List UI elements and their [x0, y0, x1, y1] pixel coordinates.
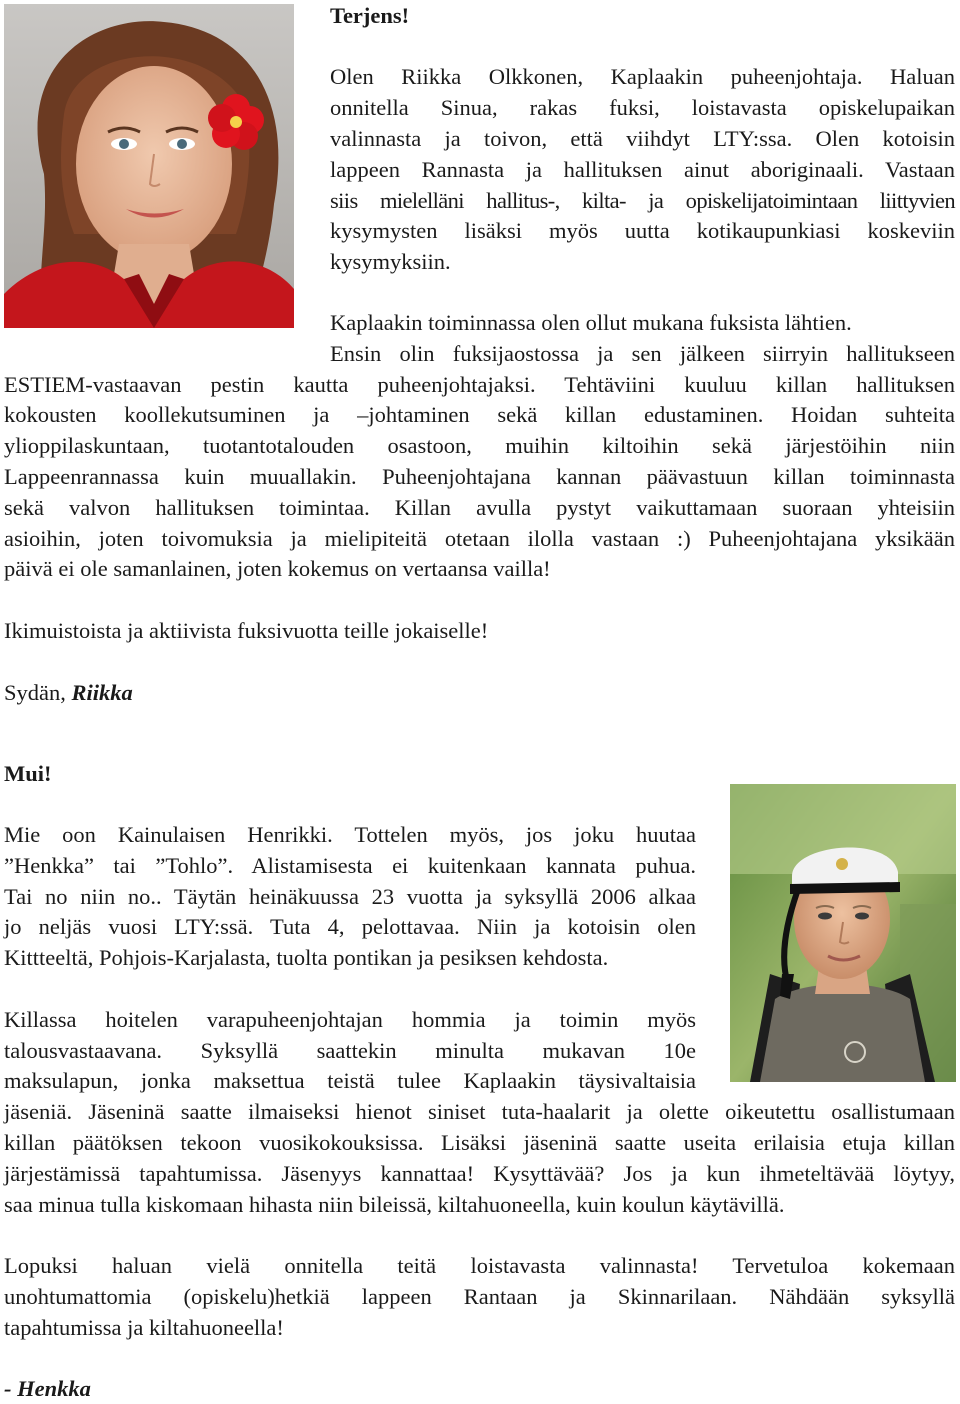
paragraph-line: järjestämissä tapahtumissa. Jäsenyys kannattaa! Kysyttävää? Jos ja kun ihmeteltävää löytyy, — [4, 1161, 955, 1186]
signature-prefix: Sydän, — [4, 680, 72, 705]
paragraph-line: sekä valvon hallituksen toimintaa. Killan avulla pystyt vaikuttamaan suoraan yhteisiin — [4, 495, 955, 520]
paragraph-line: ylioppilaskuntaan, tuotantotalouden osastoon, muihin kiltoihin sekä järjestöihin niin — [4, 433, 955, 458]
greeting-heading: Terjens! — [330, 3, 410, 28]
paragraph-line: ESTIEM-vastaavan pestin kautta puheenjohtajaksi. Tehtäviini kuuluu killan hallituksen — [4, 372, 955, 397]
greeting-heading: Mui! — [4, 761, 52, 786]
signature-henkka: - Henkka — [4, 1376, 91, 1401]
paragraph-line: kysymyksiin. — [330, 249, 451, 274]
paragraph-line: päivä ei ole samanlainen, joten kokemus on vertaansa vailla! — [4, 556, 551, 581]
paragraph-line: Killassa hoitelen varapuheenjohtajan hommia ja toimin myös — [4, 1007, 696, 1032]
paragraph-line: Lappeenrannassa kuin muuallakin. Puheenjohtajana kannan päävastuun killan toiminnasta — [4, 464, 955, 489]
closing-line: Ikimuistoista ja aktiivista fuksivuotta teille jokaiselle! — [4, 618, 489, 643]
signature-name: Riikka — [71, 680, 133, 705]
paragraph-line: asioihin, joten toivomuksia ja mielipiteitä otetaan ilolla vastaan :) Puheenjohtajana yksikään — [4, 526, 955, 551]
paragraph-line: maksulapun, jonka maksettua teistä tulee Kaplaakin täysivaltaisia — [4, 1068, 696, 1093]
paragraph-line: talousvastaavana. Syksyllä saattekin minulta mukavan 10e — [4, 1038, 696, 1063]
paragraph-line: Lopuksi haluan vielä onnitella teitä loistavasta valinnasta! Tervetuloa kokemaan — [4, 1253, 955, 1278]
paragraph-line: onnitella Sinua, rakas fuksi, loistavasta opiskelupaikan — [330, 95, 955, 120]
signature-riikka — [4, 677, 133, 708]
paragraph-line: Tai no niin no.. Täytän heinäkuussa 23 vuotta ja syksyllä 2006 alkaa — [4, 884, 696, 909]
portrait-photo-riikka — [4, 4, 294, 328]
paragraph-line: ”Henkka” tai ”Tohlo”. Alistamisesta ei kuitenkaan kannata puhua. — [4, 853, 696, 878]
portrait-photo-henkka — [730, 784, 956, 1082]
paragraph-line: unohtumattomia (opiskelu)hetkiä lappeen Rantaan ja Skinnarilaan. Nähdään syksyllä — [4, 1284, 955, 1309]
paragraph-line: Ensin olin fuksijaostossa ja sen jälkeen siirryin hallitukseen — [330, 341, 955, 366]
paragraph-line: Mie oon Kainulaisen Henrikki. Tottelen myös, jos joku huutaa — [4, 822, 696, 847]
paragraph-line: Kaplaakin toiminnassa olen ollut mukana fuksista lähtien. — [330, 310, 852, 335]
paragraph-line: jäseniä. Jäseninä saatte ilmaiseksi hienot siniset tuta-haalarit ja olette oikeutettu osallistumaan — [4, 1099, 955, 1124]
paragraph-line: Kittteeltä, Pohjois-Karjalasta, tuolta pontikan ja pesiksen kehdosta. — [4, 945, 609, 970]
paragraph-line: siis mielelläni hallitus-, kilta- ja opiskelijatoimintaan liittyvien — [330, 188, 955, 213]
paragraph-line: valinnasta ja toivon, että viihdyt LTY:ssa. Olen kotoisin — [330, 126, 955, 151]
paragraph-line: jo neljäs vuosi LTY:ssä. Tuta 4, pelottavaa. Niin ja kotoisin olen — [4, 914, 696, 939]
paragraph-line: killan päätöksen tekoon vuosikokouksissa. Lisäksi jäseninä saatte useita erilaisia etuja killan — [4, 1130, 955, 1155]
paragraph-line: saa minua tulla kiskomaan hihasta niin bileissä, kiltahuoneella, kuin koulun käytävillä. — [4, 1192, 785, 1217]
paragraph-line: lappeen Rannasta ja hallituksen ainut aboriginaali. Vastaan — [330, 157, 955, 182]
paragraph-line: kokousten koollekutsuminen ja –johtaminen sekä killan edustaminen. Hoidan suhteita — [4, 402, 955, 427]
paragraph-line: kysymysten lisäksi myös uutta kotikaupunkiasi koskeviin — [330, 218, 955, 243]
paragraph-line: tapahtumissa ja kiltahuoneella! — [4, 1315, 284, 1340]
paragraph-line: Olen Riikka Olkkonen, Kaplaakin puheenjohtaja. Haluan — [330, 64, 955, 89]
